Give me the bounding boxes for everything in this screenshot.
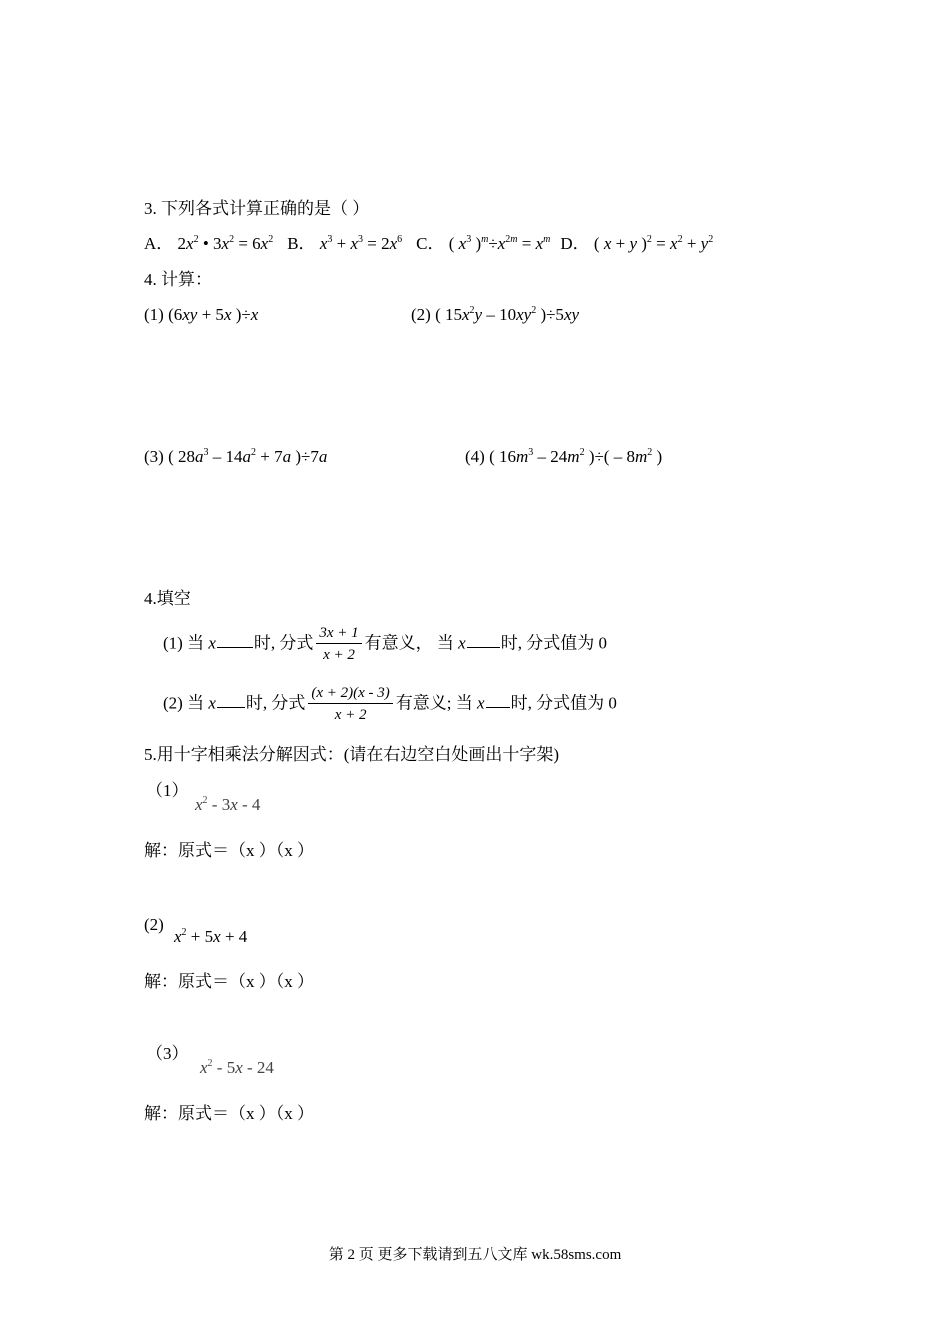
- option-c-label: C．: [416, 234, 445, 253]
- q5-problem-3-expression: $x^2 - 5x - 24$: [200, 1058, 274, 1077]
- problem-label: (4): [465, 447, 485, 466]
- fill-text: 有意义; 当: [395, 693, 473, 713]
- q5-problem-2-label: (2): [144, 915, 164, 934]
- q5-title: 5.用十字相乘法分解因式：(请在右边空白处画出十字架): [144, 745, 560, 764]
- q4-problem-3: (3) ( $28a^3 - 14a^2 + 7a$ )÷7a: [144, 447, 328, 466]
- option-d-label: D．: [560, 234, 590, 253]
- fill-problem-1: (1) 当 x 时, 分式 $\frac{3x + 1}{x + 2}$ 有意义， 当 x 时, 分式值为 0: [163, 625, 607, 663]
- fraction: [308, 686, 392, 723]
- fill-text: 时, 分式值为 0: [500, 633, 607, 653]
- q3-options: [144, 235, 713, 252]
- q4-title: 4. 计算：: [144, 270, 212, 289]
- q5-answer-2: 解：原式＝（x ）（x ）: [144, 972, 314, 991]
- fill-text: 有意义， 当: [364, 633, 454, 653]
- q5-answer-3: 解：原式＝（x ）（x ）: [144, 1104, 314, 1123]
- option-d-formula: ( x + y )$^2 = x^2 + y^2$: [589, 234, 714, 253]
- answer-blank[interactable]: [486, 694, 510, 708]
- fill-problem-2: (2) 当 x 时, 分式 $\frac{(x + 2)(x - 3)}{x + 2}$ 有意义; 当 x 时, 分式值为 0: [163, 685, 617, 723]
- option-b-label: B．: [287, 234, 316, 253]
- fill-text: 时, 分式: [245, 693, 306, 713]
- fill-text: (1) 当: [163, 633, 205, 653]
- q5-problem-2-expression: $x^2 + 5x + 4$: [174, 927, 248, 946]
- option-a-formula: $2x^2$ • $3x^2 = 6x^2$: [173, 234, 274, 253]
- q5-problem-1-expression: $x^2 - 3x - 4$: [195, 795, 261, 814]
- q4-problem-4: (4) ( $16m^3 - 24m^2$ )÷( – $8m^2$ ): [465, 447, 663, 466]
- problem-label: (1): [144, 305, 164, 324]
- q5-problem-3-label: （3）: [146, 1044, 189, 1063]
- fraction-denominator: x + 2: [323, 647, 355, 663]
- answer-blank[interactable]: [217, 634, 253, 648]
- fill-text: 时, 分式值为 0: [510, 693, 617, 713]
- fraction-denominator: x + 2: [334, 707, 367, 723]
- fraction-numerator: 3x + 1: [316, 626, 361, 644]
- answer-blank[interactable]: [467, 634, 500, 648]
- option-b-formula: $x^3 + x^3 = 2x^6$: [319, 234, 403, 253]
- option-c-formula: ( $x^3$ )$^m\div x^{2m} = x^m$: [444, 234, 551, 253]
- problem-label: (2): [411, 305, 431, 324]
- option-a-label: A．: [144, 234, 174, 253]
- q5-problem-1-label: （1）: [146, 781, 189, 800]
- fill-text: 时, 分式: [253, 633, 314, 653]
- fill-title: 4.填空: [144, 589, 191, 608]
- fraction: [316, 626, 361, 663]
- q4-problem-1: (1) (6xy + 5x )÷x: [144, 305, 259, 324]
- fraction-numerator: (x + 2)(x - 3): [308, 686, 392, 704]
- fill-text: (2) 当: [163, 693, 205, 713]
- page-footer: 第 2 页 更多下载请到五八文库 wk.58sms.com: [328, 1247, 622, 1263]
- q4-problem-2: (2) ( $15x^2y - 10xy^2$ )÷5xy: [411, 305, 580, 324]
- problem-label: (3): [144, 447, 164, 466]
- q5-answer-1: 解：原式＝（x ）（x ）: [144, 841, 314, 860]
- q3-stem: 3. 下列各式计算正确的是（ ）: [144, 199, 370, 218]
- answer-blank[interactable]: [217, 694, 245, 708]
